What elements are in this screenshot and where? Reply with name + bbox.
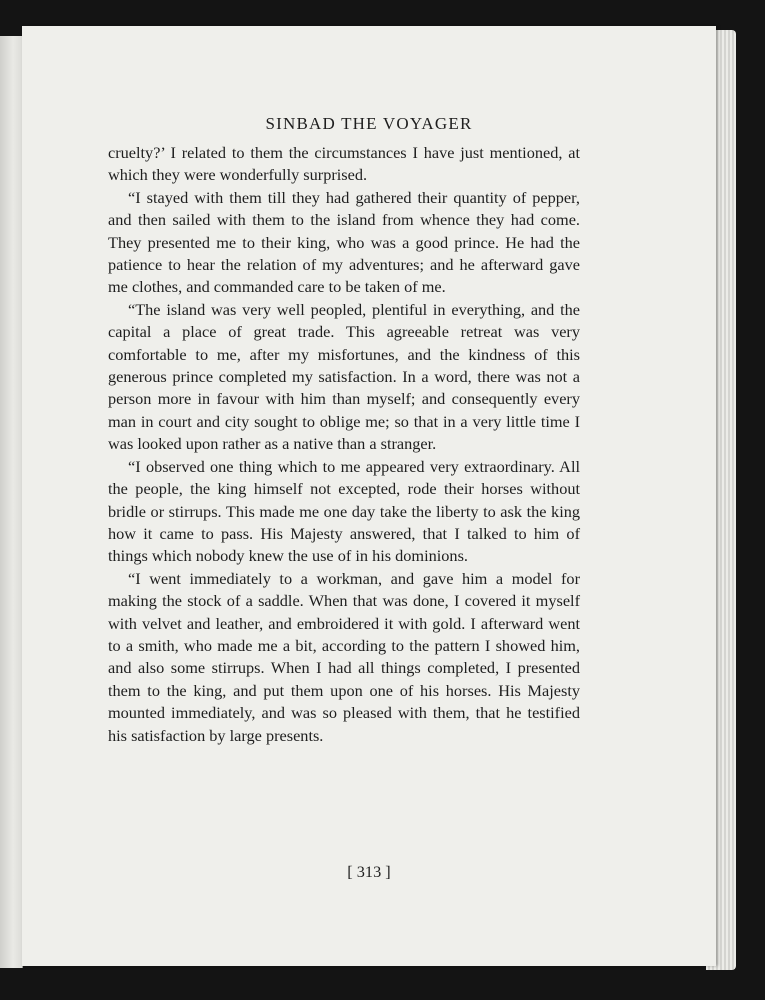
paragraph-5: “I went immediately to a workman, and gave him a model for making the stock of a saddle. When that was done, I covered it myself with velvet and leather, and embroidered it with gold. I afterward went to a smith, who made me a bit, according to the pattern I showed him, and also some stirrups. When I had all things completed, I presented them to the king, and put them upon one of his horses. His Majesty mounted immediately, and was so pleased with them, that he testified his satisfaction by large presents. <box>108 568 580 745</box>
paragraph-2: “I stayed with them till they had gathered their quantity of pepper, and then sailed with them to the island from whence they had come. They presented me to their king, who was a good prince. He had the patience to hear the relation of my adventures; and he afterward gave me clothes, and commanded care to be taken of me. <box>108 187 580 297</box>
body-text <box>108 142 580 747</box>
facing-page-edge <box>0 36 23 968</box>
paragraph-4: “I observed one thing which to me appeared very extraordinary. All the people, the king himself not excepted, rode their horses without bridle or stirrups. This made me one day take the liberty to ask the king how it came to pass. His Majesty answered, that I talked to him of things which nobody knew the use of in his dominions. <box>108 456 580 566</box>
paragraph-3: “The island was very well peopled, plentiful in everything, and the capital a place of great trade. This agreeable retreat was very comfortable to me, after my misfortunes, and the kindness of this generous prince completed my satisfaction. In a word, there was not a person more in favour with him than myself; and consequently every man in court and city sought to oblige me; so that in a very little time I was looked upon rather as a native than a stranger. <box>108 299 580 454</box>
running-head: SINBAD THE VOYAGER <box>265 114 473 133</box>
page-number: [ 313 ] <box>347 862 391 881</box>
paragraph-1: cruelty?’ I related to them the circumstances I have just mentioned, at which they were wonderfully surprised. <box>108 143 580 185</box>
book-page <box>22 26 716 966</box>
